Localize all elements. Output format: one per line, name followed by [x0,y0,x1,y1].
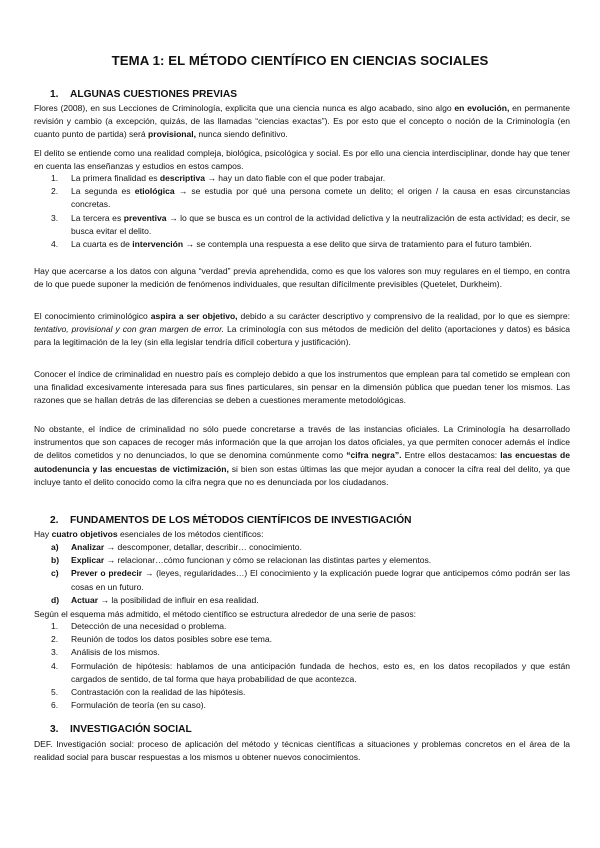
section-1-paragraph-3: Hay que acercarse a los datos con alguna “verdad” previa aprehendida, como es que los valores son muy regulares en el tiempo, en contra de lo que puede suponer la medición de fenómenos individuales, que resultan difícilmente previsibles (Quetelet, Durkheim). [34,266,570,290]
list-item: d) Actuar → la posibilidad de influir en esa realidad. [51,594,259,605]
section-1-title: ALGUNAS CUESTIONES PREVIAS [70,89,237,100]
section-1-heading [50,89,237,100]
list-item: 3. La tercera es preventiva → lo que se busca es un control de la actividad delictiva y la neutralización de esta actividad; es decir, se busca evitar el delito. [51,212,571,236]
section-2-intro: Hay cuatro objetivos esenciales de los métodos científicos: [34,529,264,539]
section-1-paragraph-2: El delito se entiende como una realidad compleja, biológica, psicológica y social. Es por ello una ciencia interdisciplinar, donde hay que tener en cuenta las enseñanzas y estudios en estos campos. [34,148,570,172]
list-item: a) Analizar → descomponer, detallar, describir… conocimiento. [51,542,302,552]
section-1-paragraph-5: Conocer el índice de criminalidad en nuestro país es complejo debido a que los instrumentos que emplean para tal cometido se emplean con una finalidad excesivamente interesada para sus fines particulares, sin pensar en la dimensión pública que puedan tener los mismos. Las razones que se hallan detrás de las diferencias se deben a cuestiones meramente metodológicas. [34,369,570,406]
method-steps-list [34,620,570,712]
list-item: c) Prever o predecir → (leyes, regularidades…) El conocimiento y la explicación puede lograr que anticipemos cómo podrán ser las cosas en un futuro. [51,568,570,592]
list-item: 1. Detección de una necesidad o problema. [51,621,227,631]
document-title: TEMA 1: EL MÉTODO CIENTÍFICO EN CIENCIAS SOCIALES [111,53,489,68]
finalities-list [34,172,570,251]
list-item: 4. Formulación de hipótesis: hablamos de una anticipación fundada de hechos, esto es, en los datos recopilados y que están cargados de sentido, de tal forma que haya probabilidad de que acontezca. [51,660,570,684]
section-2-heading [50,515,412,526]
section-3-title: INVESTIGACIÓN SOCIAL [70,724,192,735]
list-item: b) Explicar → relacionar…cómo funcionan y cómo se relacionan las distintas partes y elementos. [51,555,432,566]
section-2-number: 2. [50,515,59,526]
section-1-paragraph-4: El conocimiento criminológico aspira a ser objetivo, debido a su carácter descriptivo y comprensivo de la realidad, por lo que es siempre: tentativo, provisional y con gran margen de error. La criminología con sus métodos de medición del delito (aportaciones y datos) es básica para la legitimación de la ley (sin ella legislar tendría difícil cobertura y justificación). [34,311,570,348]
section-1-paragraph-1: Flores (2008), en sus Lecciones de Criminología, explicita que una ciencia nunca es algo acabado, sino algo en evolución, en permanente revisión y cambio (a excepción, quizás, de las llamadas “ciencias exactas”). Es por esto que el concepto o noción de la Criminología (en cuanto punto de partida) será provisional, nunca siendo definitivo. [34,103,570,140]
section-3-heading [50,724,192,735]
section-3-definition: DEF. Investigación social: proceso de aplicación del método y técnicas científicas a situaciones y problemas concretos en el área de la realidad social para buscar respuestas a los mismos u obtener nuevos conocimientos. [34,739,570,763]
section-3-number: 3. [50,724,59,735]
section-1-number: 1. [50,89,59,100]
section-2-title: FUNDAMENTOS DE LOS MÉTODOS CIENTÍFICOS DE INVESTIGACIÓN [70,515,412,526]
list-item: 5. Contrastación con la realidad de las hipótesis. [51,687,246,698]
list-item: 1. La primera finalidad es descriptiva → hay un dato fiable con el que poder trabajar. [51,173,386,183]
list-item: 4. La cuarta es de intervención → se contempla una respuesta a ese delito que sirva de tratamiento para el futuro también. [51,239,532,250]
list-item: 3. Análisis de los mismos. [51,647,160,658]
list-item: 6. Formulación de teoría (en su caso). [51,700,206,711]
list-item: 2. Reunión de todos los datos posibles sobre ese tema. [51,634,272,645]
section-1-paragraph-6: No obstante, el índice de criminalidad no sólo puede concretarse a través de las instancias oficiales. La Criminología ha desarrollado instrumentos que son capaces de recoger más información que la que arrojan los datos oficiales, ya que permiten conocer además el índice de delitos cometidos y no denunciados, lo que se denomina comúnmente como “cifra negra”. Entre ellos destacamos: las encuestas de autodenuncia y las encuestas de victimización, si bien son estas últimas las que mejor ayudan a conocer la cifra real del delito, ya que incluye tanto el delito conocido como la cifra negra que no es denunciada por los ciudadanos. [34,424,571,487]
list-item: 2. La segunda es etiológica → se estudia por qué una persona comete un delito; el origen / la causa en esas circunstancias concretas. [51,186,571,210]
objectives-list [34,541,570,607]
section-2-steps-intro: Según el esquema más admitido, el método científico se estructura alrededor de una serie de pasos: [34,609,416,619]
